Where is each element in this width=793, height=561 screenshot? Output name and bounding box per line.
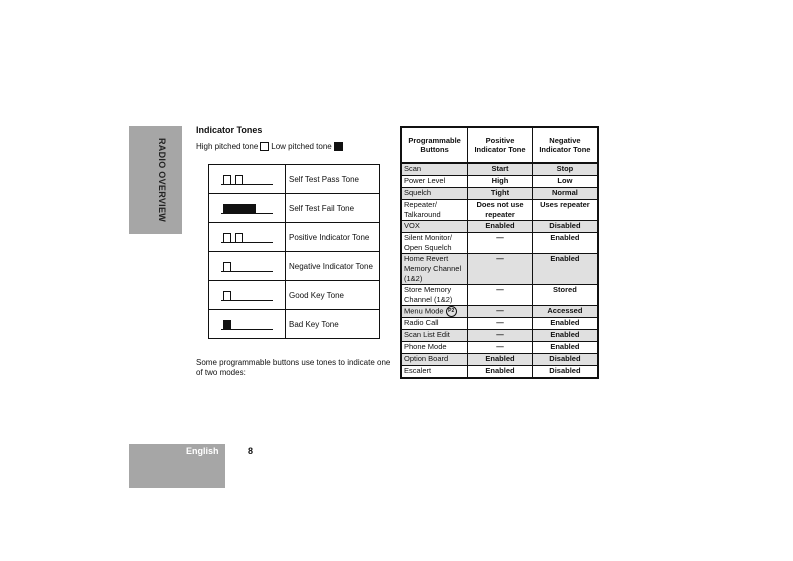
- tone-row: [209, 310, 380, 339]
- tone-symbol-cell: [209, 310, 286, 339]
- table-row: [401, 200, 598, 221]
- table-row: [401, 233, 598, 254]
- tone-label: Self Test Fail Tone: [286, 194, 380, 223]
- button-name: Power Level: [404, 176, 446, 185]
- button-name: VOX: [404, 221, 420, 230]
- negative-tone-cell: Normal: [532, 188, 598, 200]
- tone-symbol-cell: [209, 252, 286, 281]
- table-row: [401, 254, 598, 285]
- tone-pattern-icon: [221, 231, 273, 243]
- tone-label: Self Test Pass Tone: [286, 165, 380, 194]
- button-name-cell: [401, 285, 468, 306]
- table-row: [401, 306, 598, 318]
- tone-symbol-cell: [209, 281, 286, 310]
- tone-table: [208, 164, 380, 339]
- positive-tone-cell: Start: [468, 163, 533, 176]
- button-name-cell: [401, 176, 468, 188]
- table-row: [401, 366, 598, 379]
- button-name: Escalert: [404, 366, 432, 375]
- positive-tone-cell: —: [468, 254, 533, 285]
- tone-row: [209, 252, 380, 281]
- tone-pattern-icon: [221, 318, 273, 330]
- button-name-cell: [401, 221, 468, 233]
- negative-tone-cell: Enabled: [532, 254, 598, 285]
- tone-symbol-cell: [209, 165, 286, 194]
- button-name: Squelch: [404, 188, 432, 197]
- negative-tone-cell: Enabled: [532, 342, 598, 354]
- header-positive: Positive Indicator Tone: [468, 127, 533, 163]
- tone-label: Positive Indicator Tone: [286, 223, 380, 252]
- negative-tone-cell: Enabled: [532, 233, 598, 254]
- button-name: Radio Call: [404, 318, 439, 327]
- button-name-cell: [401, 254, 468, 285]
- button-name: Silent Monitor/ Open Squelch: [404, 233, 452, 252]
- negative-tone-cell: Disabled: [532, 354, 598, 366]
- footer-language: English: [186, 446, 219, 456]
- tone-row: [209, 194, 380, 223]
- header-buttons: Programmable Buttons: [401, 127, 468, 163]
- negative-tone-cell: Enabled: [532, 330, 598, 342]
- positive-tone-cell: Tight: [468, 188, 533, 200]
- button-name: Option Board: [404, 354, 449, 363]
- tone-pattern-icon: [221, 202, 273, 214]
- positive-tone-cell: —: [468, 330, 533, 342]
- section-title: Indicator Tones: [196, 125, 263, 135]
- positive-tone-cell: Does not use repeater: [468, 200, 533, 221]
- button-name: Scan List Edit: [404, 330, 450, 339]
- table-row: [401, 342, 598, 354]
- tone-row: [209, 223, 380, 252]
- positive-tone-cell: Enabled: [468, 366, 533, 379]
- negative-tone-cell: Enabled: [532, 318, 598, 330]
- button-name-cell: [401, 342, 468, 354]
- positive-tone-cell: Enabled: [468, 354, 533, 366]
- tone-label: Bad Key Tone: [286, 310, 380, 339]
- side-tab: [129, 126, 182, 234]
- side-tab-label: RADIO OVERVIEW: [157, 138, 167, 223]
- button-name: Menu Mode: [404, 306, 444, 316]
- positive-tone-cell: Enabled: [468, 221, 533, 233]
- table-row: [401, 176, 598, 188]
- positive-tone-cell: —: [468, 342, 533, 354]
- button-name-cell: [401, 306, 468, 318]
- button-name-cell: [401, 330, 468, 342]
- button-name: Phone Mode: [404, 342, 447, 351]
- table-row: [401, 285, 598, 306]
- negative-tone-cell: Low: [532, 176, 598, 188]
- positive-tone-cell: —: [468, 233, 533, 254]
- table-row: [401, 318, 598, 330]
- positive-tone-cell: —: [468, 285, 533, 306]
- table-row: [401, 330, 598, 342]
- button-name: Repeater/ Talkaround: [404, 200, 441, 219]
- button-name-cell: [401, 163, 468, 176]
- button-name-cell: [401, 233, 468, 254]
- negative-tone-cell: Accessed: [532, 306, 598, 318]
- tone-pattern-icon: [221, 173, 273, 185]
- note-text: Some programmable buttons use tones to indicate one of two modes:: [196, 358, 391, 377]
- header-negative: Negative Indicator Tone: [532, 127, 598, 163]
- tone-label: Negative Indicator Tone: [286, 252, 380, 281]
- negative-tone-cell: Uses repeater: [532, 200, 598, 221]
- button-name: Home Revert Memory Channel (1&2): [404, 254, 462, 283]
- negative-tone-cell: Stored: [532, 285, 598, 306]
- legend-low-label: Low pitched tone: [271, 142, 332, 151]
- table-row: [401, 221, 598, 233]
- p2-button-icon: P2: [446, 306, 457, 317]
- page-number: 8: [248, 446, 254, 456]
- button-name-cell: [401, 354, 468, 366]
- negative-tone-cell: Disabled: [532, 366, 598, 379]
- negative-tone-cell: Disabled: [532, 221, 598, 233]
- button-name: Store Memory Channel (1&2): [404, 285, 453, 304]
- tone-row: [209, 281, 380, 310]
- tone-pattern-icon: [221, 289, 273, 301]
- tone-symbol-cell: [209, 194, 286, 223]
- button-name-cell: [401, 318, 468, 330]
- low-tone-icon: [334, 142, 343, 151]
- table-row: [401, 354, 598, 366]
- tone-row: [209, 165, 380, 194]
- negative-tone-cell: Stop: [532, 163, 598, 176]
- tone-pattern-icon: [221, 260, 273, 272]
- positive-tone-cell: —: [468, 306, 533, 318]
- tone-legend: [196, 142, 345, 151]
- button-name-cell: [401, 366, 468, 379]
- tone-label: Good Key Tone: [286, 281, 380, 310]
- table-row: [401, 163, 598, 176]
- buttons-table: [400, 126, 599, 379]
- button-name-cell: [401, 200, 468, 221]
- tone-symbol-cell: [209, 223, 286, 252]
- high-tone-icon: [260, 142, 269, 151]
- legend-high-label: High pitched tone: [196, 142, 259, 151]
- table-row: [401, 188, 598, 200]
- button-name: Scan: [404, 164, 422, 173]
- button-name-cell: [401, 188, 468, 200]
- positive-tone-cell: —: [468, 318, 533, 330]
- positive-tone-cell: High: [468, 176, 533, 188]
